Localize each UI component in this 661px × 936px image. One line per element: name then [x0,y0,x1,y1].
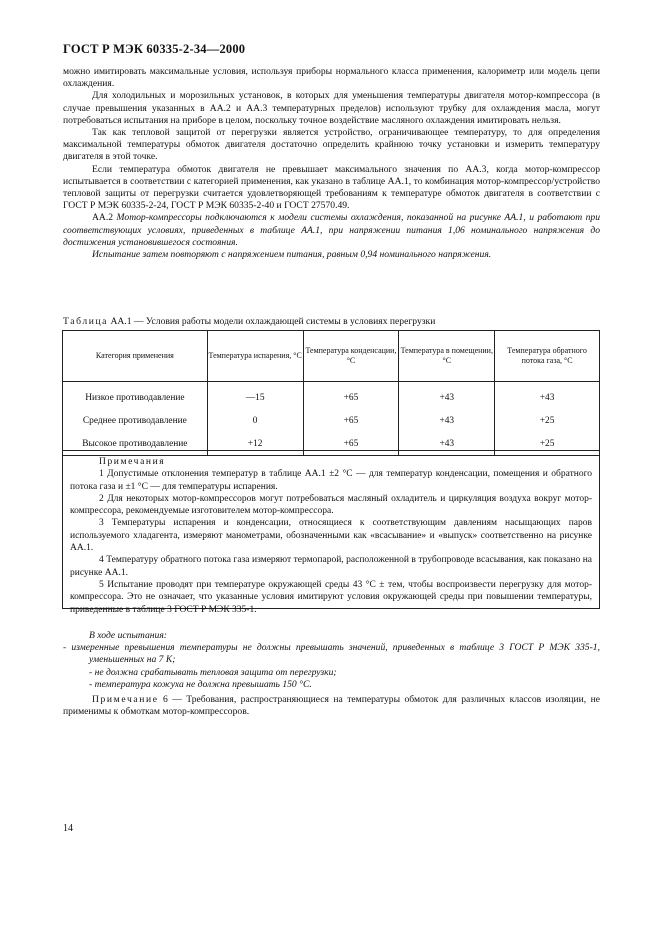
table-cell: 0 [207,409,303,432]
during-test-heading: В ходе испытания: [89,630,167,641]
note-item: 5 Испытание проводят при температуре окружающей среды 43 °С ± тем, чтобы воспроизвести перегрузку для мотор-компрессора. Это не означает, что указанные условия имитируют условия окружающей среды при повышении температуры, приведенные в таблице 3 ГОСТ Р МЭК 335-1. [70,579,592,615]
note-6-text: 6 — Требования, распространяющиеся на температуры обмоток для различных классов изоляции, не применимы к обмоткам мотор-компрессоров. [63,694,600,718]
table-caption [63,316,435,327]
note-6 [63,694,600,718]
intro-paragraph-winding-temperature: Если температура обмоток двигателя не превышает максимального значения по АА.3, когда мотор-компрессор испытывается в соответствии с категорией применения, как указано в таблице АА.1, то комбинация мотор-компрессор/устройство тепловой защиты от перегрузки считается удовлетворяющей требованиям к температуре обмоток двигателя в соответствии с ГОСТ Р МЭК 60335-2-24, ГОСТ Р МЭК 60335-2-40 и ГОСТ 27570.49. [63,163,600,212]
table-cell: +43 [399,432,495,456]
table-header-row [63,331,600,382]
table-cell: —15 [207,382,303,410]
table-cell: +43 [399,409,495,432]
during-test-item: - измеренные превышения температуры не должны превышать значений, приведенных в таблице 3 ГОСТ Р МЭК 335-1, уменьшенных на 7 К; [63,642,600,666]
table-cell: +65 [303,432,399,456]
table-header-cell: Температура обратного потока газа, °С [495,331,600,382]
table-cell: +12 [207,432,303,456]
table-cell: +25 [495,409,600,432]
clause-aa2 [63,212,600,249]
table-cell: +65 [303,382,399,410]
page-number: 14 [63,823,73,834]
conditions-table [62,330,600,456]
intro-paragraph-continued: можно имитировать максимальные условия, используя приборы нормального класса применения, калориметр или модель цепи охлаждения. [63,66,600,90]
during-test-item: - температура кожуха не должна превышать 150 °С. [89,678,312,690]
intro-paragraph-oil-cooling: Для холодильных и морозильных установок, в которых для уменьшения температуры двигателя мотор-компрессора (в случае превышения указанных в АА.2 и АА.3 температурных пределов) используют трубку для охлаждения масла, могут потребоваться испытания на приборе в целом, поскольку точное воздействие масляного охлаждения имитировать нельзя. [63,90,600,126]
table-header-cell: Температура конденсации, °С [303,331,399,382]
table-caption-label: Таблица [63,316,109,327]
table-cell: +43 [399,382,495,410]
note-item: 4 Температуру обратного потока газа измеряют термопарой, расположенной в трубопроводе всасывания, как показано на рисунке АА.1. [70,555,592,578]
table-cell: Низкое противодавление [63,382,208,410]
table-header-cell: Температура испарения, °С [207,331,303,382]
during-test-section [63,630,600,691]
note-6-label: Примечание [92,694,159,705]
clause-aa2-repeat: Испытание затем повторяют с напряжением питания, равным 0,94 номинального напряжения. [92,249,492,261]
table-header-cell: Категория применения [63,331,208,382]
during-test-item: - не должна срабатывать тепловая защита от перегрузки; [89,666,337,678]
table-row [63,382,600,410]
table-cell: +25 [495,432,600,456]
note-item: 1 Допустимые отклонения температур в таблице АА.1 ±2 °С — для температур конденсации, помещения и обратного потока газа и ±1 °С — для температуры испарения. [70,469,592,492]
clause-aa2-number: АА.2 [92,212,114,224]
table-cell: +65 [303,409,399,432]
table-row [63,409,600,432]
note-item: 3 Температуры испарения и конденсации, относящиеся к соответствующим давлениям насыщающих паров используемого хладагента, измеряют манометрами, обозначенными как «всасывание» и «выпуск» соответственно на рисунке АА.1. [70,518,592,554]
table-cell: Среднее противодавление [63,409,208,432]
notes-box [62,450,600,615]
table-header-cell: Температура в помещении, °С [399,331,495,382]
intro-section [63,66,600,261]
table-caption-text: АА.1 — Условия работы модели охлаждающей системы в условиях перегрузки [108,316,436,327]
intro-paragraph-thermal-protection: Так как тепловой защитой от перегрузки является устройство, ограничивающее температуру, то для определения максимальной температуры обмоток двигателя достаточно определить крайнюю точку установки и измерить температуру двигателя в этой точке. [63,127,600,163]
table-cell: Высокое противодавление [63,432,208,456]
note-item: 2 Для некоторых мотор-компрессоров могут потребоваться масляный охладитель и циркуляция воздуха вокруг мотор-компрессора, рекомендуемые изготовителем мотор-компрессора. [70,493,592,517]
notes-heading: Примечания [99,457,166,467]
table-cell: +43 [495,382,600,410]
clause-aa2-text: Мотор-компрессоры подключаются к модели системы охлаждения, показанной на рисунке АА.1, и работают при соответствующих условиях, приведенных в таблице АА.1, при напряжении питания 1,06 номинального напряжения до достижения установившегося состояния. [63,212,600,248]
document-header: ГОСТ Р МЭК 60335-2-34—2000 [63,42,246,56]
